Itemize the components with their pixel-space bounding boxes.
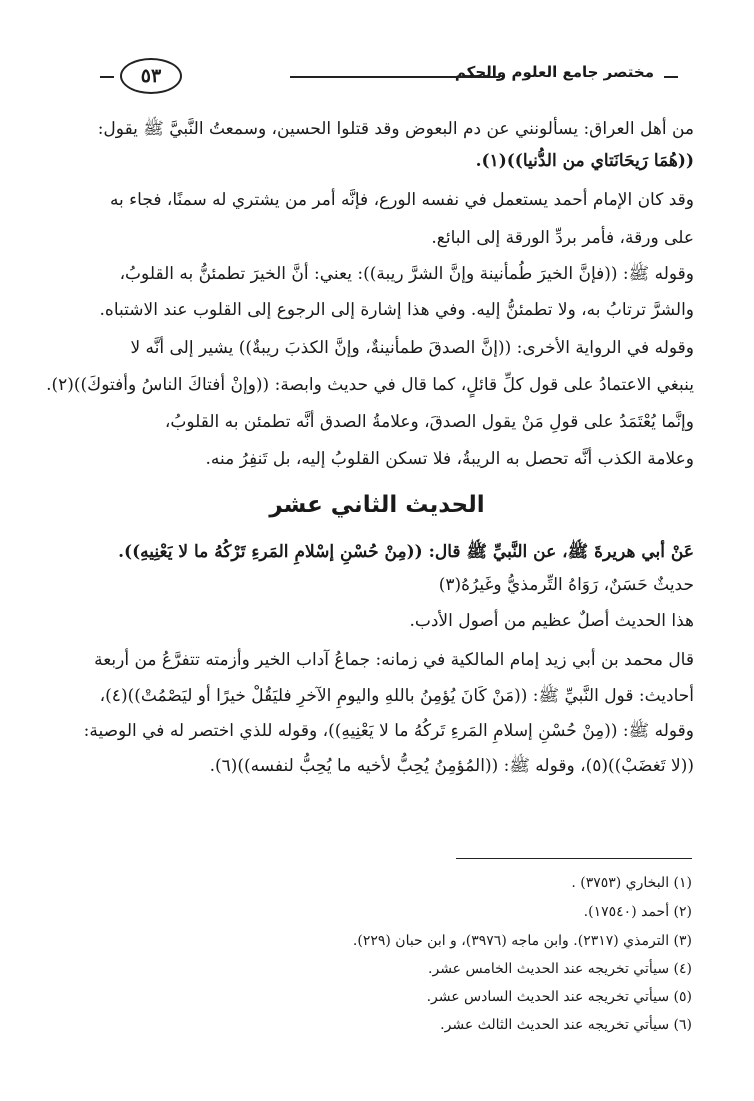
- body-line: هذا الحديث أصلٌ عظيم من أصول الأدب.: [409, 611, 694, 631]
- body-line: وقوله في الرواية الأخرى: ((إنَّ الصدقَ طمأنينةٌ، وإنَّ الكذبَ ريبةٌ)) يشير إلى أنَّه لا: [130, 338, 694, 358]
- header-rule: [100, 76, 114, 78]
- footnote-rule: [456, 858, 692, 859]
- footnote: (٤) سيأتي تخريجه عند الحديث الخامس عشر.: [428, 961, 692, 977]
- section-heading: الحديث الثاني عشر: [269, 492, 485, 518]
- running-title: مختصر جامع العلوم والحكم: [454, 63, 654, 81]
- footnote: (٢) أحمد (١٧٥٤٠).: [583, 904, 692, 920]
- hadith-line: حديثٌ حَسَنٌ، رَوَاهُ التِّرمذيُّ وغَيرُهُ(٣): [438, 575, 694, 595]
- body-line: من أهل العراق: يسألونني عن دم البعوض وقد قتلوا الحسين، وسمعتُ النَّبيَّ ﷺ يقول:: [97, 119, 694, 139]
- header-rule: [290, 76, 500, 78]
- body-line: ينبغي الاعتمادُ على قول كلِّ قائلٍ، كما قال في حديث وابصة: ((وإنْ أفتاكَ الناسُ وأفتوكَ))(٢).: [46, 375, 694, 395]
- hadith-line: عَنْ أبي هريرةَ ﷺ، عن النَّبيِّ ﷺ قال: ((مِنْ حُسْنِ إسْلامِ المَرءِ تَرْكُهُ ما لا يَعْنِيهِ)).: [118, 542, 694, 562]
- footnote: (١) البخاري (٣٧٥٣) .: [571, 875, 692, 891]
- footnote: (٥) سيأتي تخريجه عند الحديث السادس عشر.: [426, 989, 692, 1005]
- body-line: وقد كان الإمام أحمد يستعمل في نفسه الورع، فإنَّه أمر من يشتري له سمنًا، فجاء به: [109, 190, 694, 210]
- body-line: وإنَّما يُعْتَمَدُ على قولِ مَنْ يقول الصدقَ، وعلامةُ الصدق أنَّه تطمئن به القلوبُ،: [164, 412, 694, 432]
- page-header: [100, 58, 678, 92]
- body-line: وعلامة الكذب أنَّه تحصل به الريبةُ، فلا تسكن القلوبُ إليه، بل تَنفِرُ منه.: [205, 449, 694, 469]
- body-line: أحاديث: قول النَّبيِّ ﷺ: ((مَنْ كَانَ يُؤمِنُ باللهِ واليومِ الآخرِ فليَقُلْ خيرًا أو ليَصْمُتْ))(٤)،: [99, 686, 694, 706]
- page-number: ٥٣: [120, 58, 182, 94]
- footnote: (٦) سيأتي تخريجه عند الحديث الثالث عشر.: [440, 1017, 692, 1033]
- body-line: قال محمد بن أبي زيد إمام المالكية في زمانه: جماعُ آداب الخير وأزمته تتفرَّعُ من أربعة: [94, 650, 694, 670]
- body-line: وقوله ﷺ: ((فإنَّ الخيرَ طُمأنينة وإنَّ الشرَّ ريبة)): يعني: أنَّ الخيرَ تطمئنُّ به القلوبُ،: [119, 264, 694, 284]
- body-line: على ورقة، فأمر بردِّ الورقة إلى البائع.: [431, 228, 694, 248]
- body-line: وقوله ﷺ: ((مِنْ حُسْنِ إسلامِ المَرءِ تَركُهُ ما لا يَعْنِيهِ))، وقوله للذي اختصر له في الوصية:: [83, 721, 694, 741]
- body-line: ((هُمَا رَيحَانَتاي من الدُّنيا))(١).: [475, 151, 694, 171]
- body-line: والشرَّ ترتابُ به، ولا تطمئنُّ إليه. وفي هذا إشارة إلى الرجوع إلى القلوب عند الاشتباه.: [99, 300, 694, 320]
- header-rule: [664, 76, 678, 78]
- body-line: ((لا تَغضَبْ))(٥)، وقوله ﷺ: ((المُؤمِنُ يُحِبُّ لأخيه ما يُحِبُّ لنفسه))(٦).: [209, 756, 694, 776]
- footnote: (٣) الترمذي (٢٣١٧). وابن ماجه (٣٩٧٦)، و ابن حبان (٢٢٩).: [352, 933, 692, 949]
